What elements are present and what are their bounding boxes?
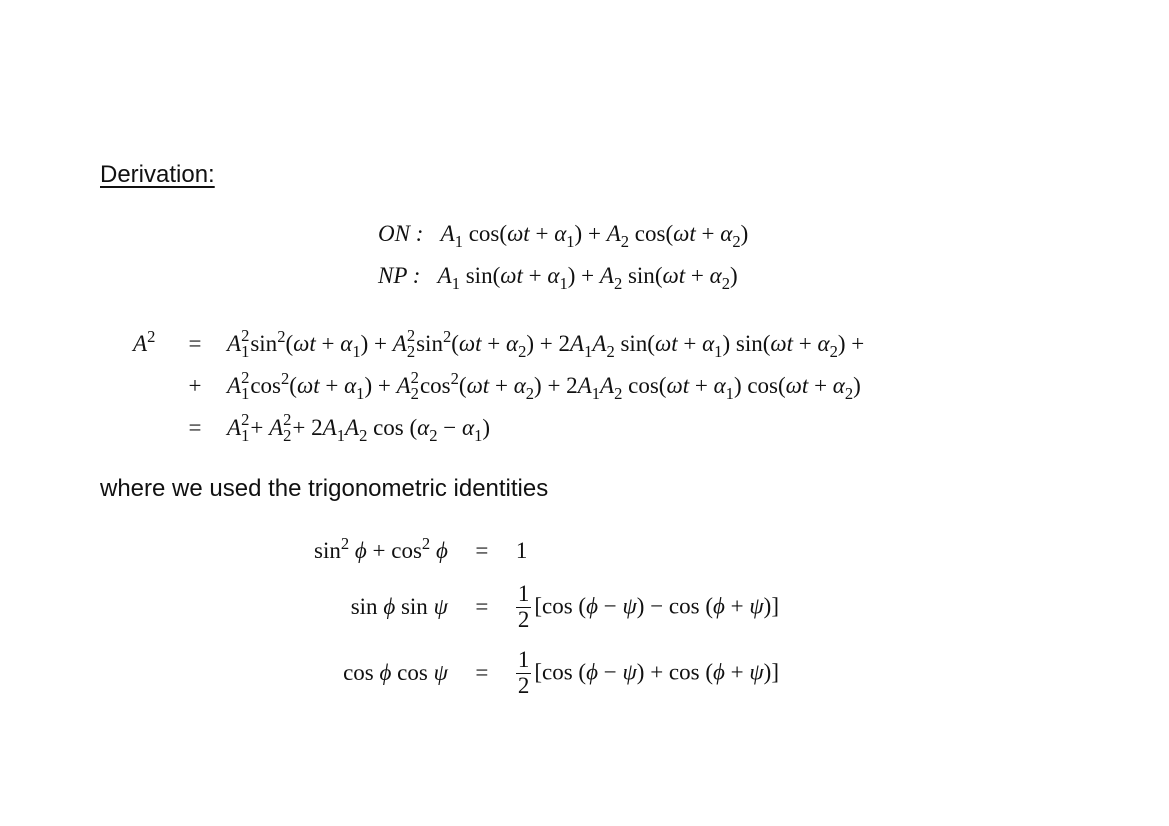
- identity-pythagorean: $\sin^2 \phi + \cos^2 \phi$ = 1: [314, 533, 528, 563]
- trig-identities: [312, 527, 781, 707]
- identities-note: where we used the trigonometric identities: [100, 475, 549, 502]
- derivation-line-1: $A^2$ = A 2 1 $\sin^2(\omega t + \alpha_1) + A$ 2 2 $\sin^2(\omega t + \alpha_2) + 2A_1A_2$ $\sin(\omega t + \alpha_1)$ $\sin(\omega t + \alpha_2)$ +: [133, 326, 865, 361]
- identity-cos-product: cos ϕ cos ψ = $\frac{1}{2}$ [cos (ϕ − ψ) + cos (ϕ + ψ)]: [343, 647, 779, 698]
- on-component-equation: ON : $A_1$ $\cos(\omega t + \alpha_1) + A_2$ $\cos(\omega t + \alpha_2)$: [378, 221, 749, 251]
- derivation-line-3: = A 2 1 + A 2 2 + $2A_1A_2$ $\cos (\alpha_2 - \alpha_1)$: [188, 410, 491, 445]
- np-label: NP :: [378, 263, 421, 288]
- derivation-line-2: + A 2 1 $\cos^2(\omega t + \alpha_1) + A$ 2 2 $\cos^2(\omega t + \alpha_2) + 2A_1A_2$ $\cos(\omega t + \alpha_1)$ $\cos(\omega t + \alpha_2)$: [188, 368, 861, 403]
- amplitude-derivation: [133, 328, 864, 454]
- on-label: ON :: [378, 221, 424, 246]
- identity-sin-product: sin ϕ sin ψ = $\frac{1}{2}$ [cos (ϕ − ψ) − cos (ϕ + ψ)]: [350, 581, 779, 632]
- np-component-equation: NP : $A_1$ $\sin(\omega t + \alpha_1) + A_2$ $\sin(\omega t + \alpha_2)$: [378, 263, 738, 293]
- derivation-heading: Derivation:: [100, 161, 215, 188]
